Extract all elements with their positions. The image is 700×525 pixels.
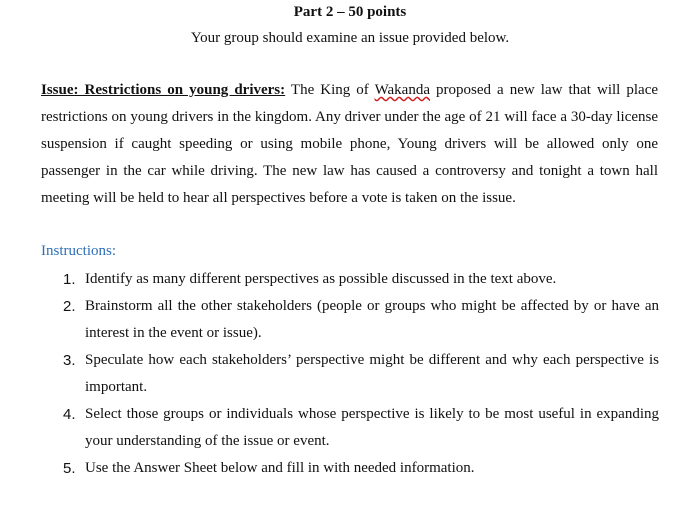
issue-paragraph [41, 77, 658, 212]
instruction-item [63, 401, 659, 455]
instruction-item [63, 293, 659, 347]
instructions-list [63, 266, 659, 482]
page-title: Part 2 – 50 points [293, 4, 407, 20]
instructions-heading: Instructions: [41, 243, 116, 259]
instruction-number: 5. [63, 460, 76, 477]
instruction-item [63, 266, 659, 293]
instruction-item [63, 347, 659, 401]
instruction-text: Identify as many different perspectives as possible discussed in the text above. [85, 271, 557, 287]
issue-label: Issue: Restrictions on young drivers: [41, 82, 286, 98]
instruction-text: Use the Answer Sheet below and fill in with needed information. [85, 460, 475, 476]
instruction-number: 2. [63, 298, 76, 315]
instruction-text: Select those groups or individuals whose perspective is likely to be most useful in expanding your understanding of the issue or event. [85, 406, 659, 449]
issue-text-before-name: The King of [285, 82, 375, 98]
issue-text-after-name: proposed a new law that will place restrictions on young drivers in the kingdom. Any driver under the age of 21 will face a 30-day license suspension if caught speeding or using mobile phone, Young drivers will be allowed only one passenger in the car while driving. The new law has caused a controversy and tonight a town hall meeting will be held to hear all perspectives before a vote is taken on the issue. [41, 82, 659, 206]
spellcheck-flagged-word[interactable]: Wakanda [374, 82, 430, 98]
instruction-number: 3. [63, 352, 76, 369]
instruction-item [63, 455, 659, 482]
instruction-text: Speculate how each stakeholders’ perspective might be different and why each perspective is important. [85, 352, 659, 395]
instruction-text: Brainstorm all the other stakeholders (people or groups who might be affected by or have an interest in the event or issue). [85, 298, 659, 341]
instruction-number: 4. [63, 406, 76, 423]
instruction-number: 1. [63, 271, 76, 288]
page-subtitle: Your group should examine an issue provided below. [190, 30, 510, 46]
